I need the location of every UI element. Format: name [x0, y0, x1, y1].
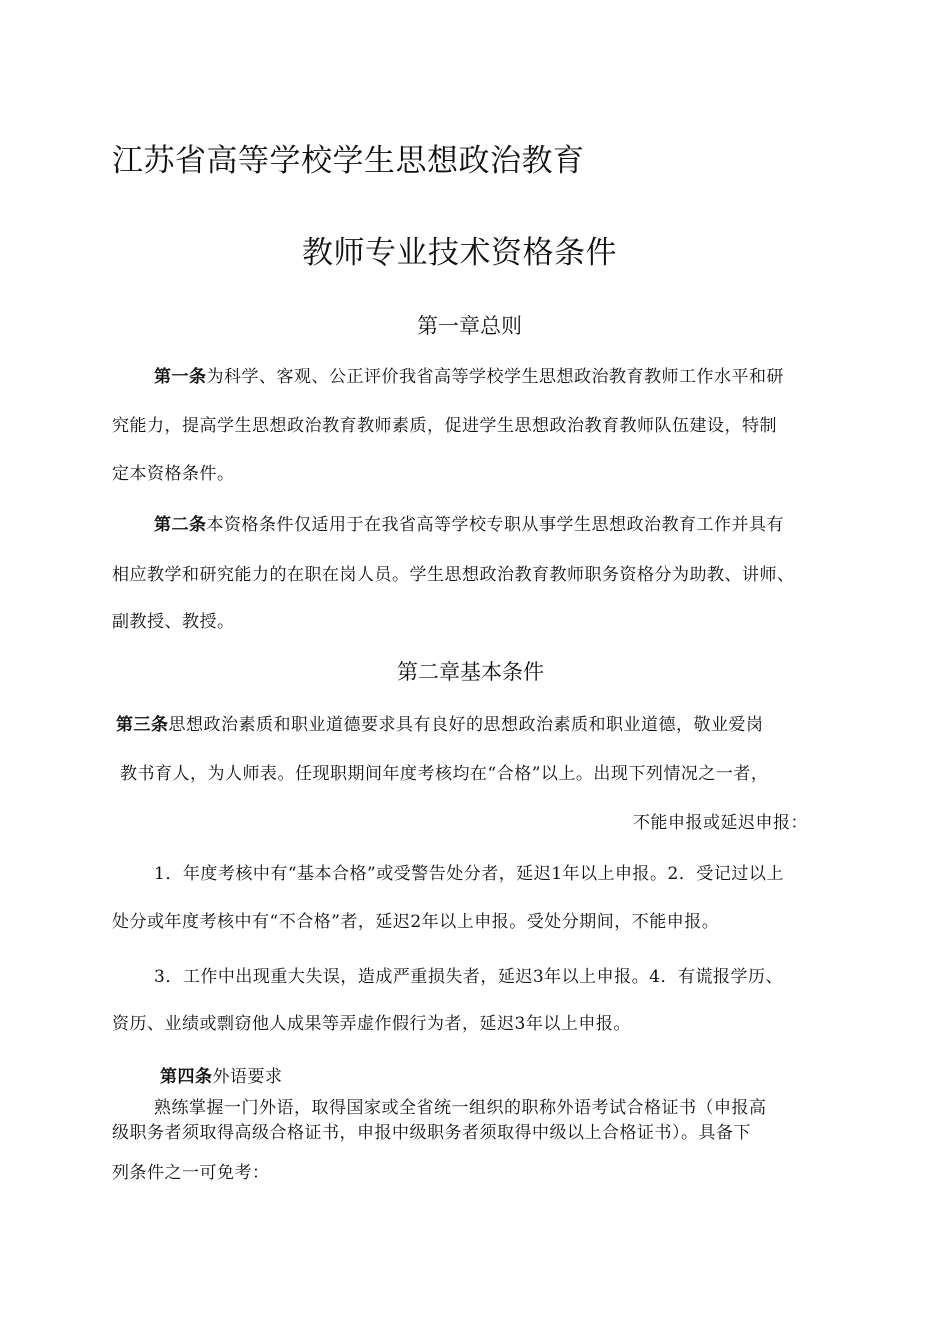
document-title-line-2: 教师专业技术资格条件 — [302, 235, 617, 271]
article-3-items-1-2-line-2: 处分或年度考核中有“不合格”者，延迟2年以上申报。受处分期间，不能申报。 — [112, 912, 720, 932]
article-3-items-1-2-line-1: 1．年度考核中有“基本合格”或受警告处分者，延迟1年以上申报。2．受记过以上 — [154, 864, 784, 884]
article-2-line-2: 相应教学和研究能力的在职在岗人员。学生思想政治教育教师职务资格分为助教、讲师、 — [112, 565, 795, 585]
article-1-lead: 第一条 — [154, 367, 207, 387]
article-3-items-3-4-line-2: 资历、业绩或剽窃他人成果等弄虚作假行为者，延迟3年以上申报。 — [112, 1014, 631, 1034]
article-4-heading-rest: 外语要求 — [212, 1067, 283, 1087]
article-2-text-1: 本资格条件仅适用于在我省高等学校专职从事学生思想政治教育工作并具有 — [206, 515, 784, 535]
article-4-line-2: 级职务者须取得高级合格证书，申报中级职务者须取得中级以上合格证书）。具备下 — [112, 1123, 751, 1143]
article-1-text-1: 为科学、客观、公正评价我省高等学校学生思想政治教育教师工作水平和研 — [206, 367, 784, 387]
article-3-text-1: 思想政治素质和职业道德要求具有良好的思想政治素质和职业道德，敬业爱岗 — [168, 715, 764, 735]
article-1-line-1 — [154, 369, 784, 386]
chapter-2-heading: 第二章基本条件 — [397, 660, 544, 684]
article-3-line-3: 不能申报或延迟申报： — [633, 813, 808, 833]
article-3-items-3-4-line-1: 3．工作中出现重大失误，造成严重损失者，延迟3年以上申报。4．有谎报学历、 — [154, 967, 783, 987]
article-2-line-1 — [154, 517, 784, 534]
article-4-heading — [160, 1069, 283, 1086]
article-3-line-2: 教书育人，为人师表。任现职期间年度考核均在“合格”以上。出现下列情况之一者， — [120, 764, 769, 784]
article-4-line-3: 列条件之一可免考： — [112, 1163, 270, 1183]
document-title-line-1: 江苏省高等学校学生思想政治教育 — [112, 143, 585, 179]
article-1-line-3: 定本资格条件。 — [112, 464, 235, 484]
article-2-lead: 第二条 — [154, 515, 207, 535]
article-2-line-3: 副教授、教授。 — [112, 612, 235, 632]
chapter-1-heading: 第一章总则 — [417, 314, 522, 338]
article-1-line-2: 究能力，提高学生思想政治教育教师素质，促进学生思想政治教育教师队伍建设，特制 — [112, 416, 777, 436]
article-4-lead: 第四条 — [160, 1067, 213, 1087]
article-4-line-1: 熟练掌握一门外语，取得国家或全省统一组织的职称外语考试合格证书（申报高 — [154, 1098, 767, 1118]
article-3-line-1 — [116, 717, 764, 734]
article-3-lead: 第三条 — [116, 715, 169, 735]
